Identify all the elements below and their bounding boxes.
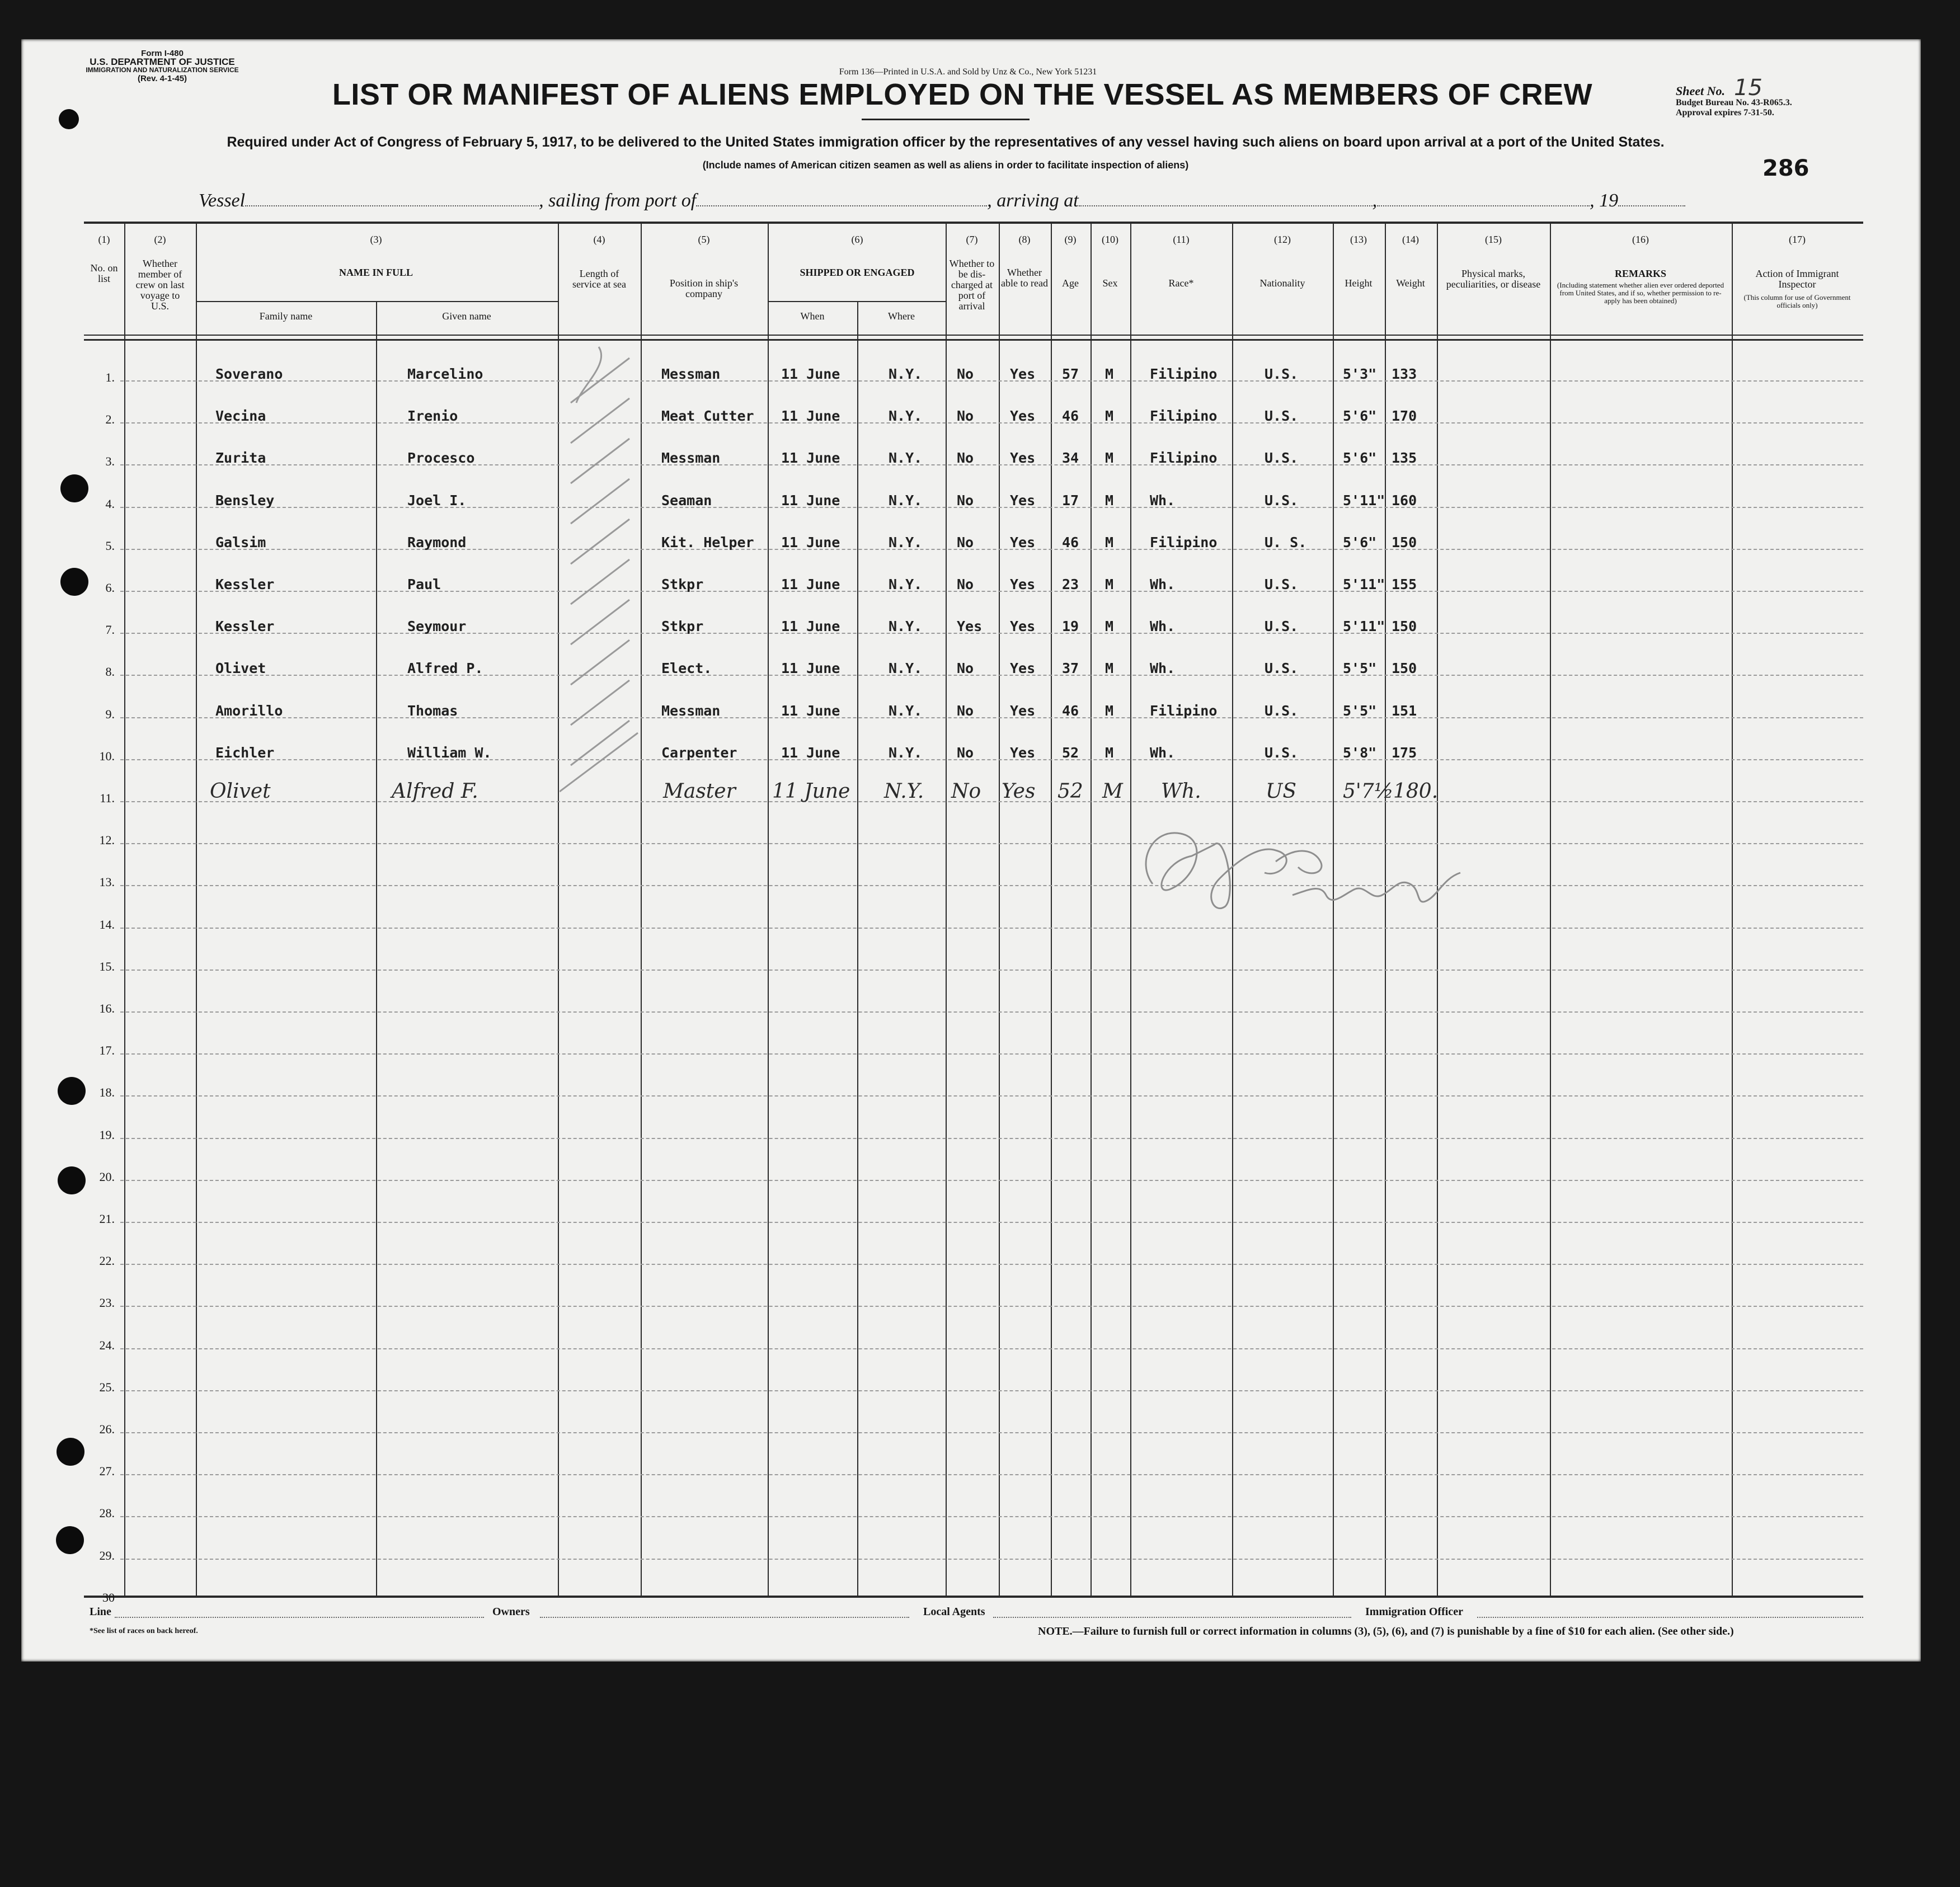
header-family-name: Family name [259,310,313,322]
cell-family: Kessler [215,576,275,592]
cell-nationality: U.S. [1265,450,1299,467]
table-bottom-rule [84,1596,1863,1598]
name-subheader-rule [196,301,558,302]
row-line [120,1264,1863,1265]
cell-position: Meat Cutter [661,408,754,425]
footer-fill-line[interactable] [115,1617,484,1618]
cell-when: 11 June [781,702,840,719]
cell-nationality: U.S. [1265,408,1299,425]
cell-sex: M [1105,744,1114,761]
cell-position: Carpenter [661,744,737,761]
footer-line-label: Line [90,1606,111,1618]
column-rule [1051,222,1052,1596]
header-length-of-service: Length of service at sea [572,268,626,290]
cell-nationality: U.S. [1265,366,1299,382]
row-line [120,675,1863,676]
column-rule [999,222,1000,1596]
footer-owners-label: Owners [492,1606,530,1618]
cell-discharged: No [957,408,974,425]
header-discharged: Whether to be dis-charged at port of arrival [949,258,995,312]
cell-race: Filipino [1150,534,1218,550]
cell-family: Vecina [215,408,266,425]
header-position: Position in ship's company [669,277,739,299]
cell-age: 19 [1062,618,1079,635]
cell-position: Stkpr [661,618,704,635]
arriving-label: , arriving at [987,190,1079,211]
cell-given: Procesco [407,450,475,467]
header-able-to-read: Whether able to read [1001,267,1048,289]
header-weight: Weight [1396,277,1425,289]
row-line [120,801,1863,802]
cell-weight: 150 [1392,660,1417,677]
column-number: (15) [1485,234,1502,245]
row-number: 25. [99,1380,115,1394]
row-line [120,422,1863,423]
row-number: 8. [105,665,115,679]
row-line [120,591,1863,592]
length-of-service-tick-marks [560,341,643,800]
cell-sex: M [1105,576,1114,592]
cell-family: Eichler [215,744,275,761]
cell-age: 57 [1062,366,1079,382]
column-number: (13) [1350,234,1367,245]
row-number: 11. [100,791,115,805]
row-number: 4. [105,496,115,511]
handwritten-weight: 180. [1393,780,1439,803]
header-race: Race* [1168,277,1194,289]
row-line [120,1432,1863,1433]
cell-weight: 175 [1392,744,1417,761]
cell-position: Kit. Helper [661,534,754,550]
cell-read: Yes [1010,492,1036,509]
cell-position: Messman [661,450,721,467]
footer-note: NOTE.—Failure to furnish full or correct information in columns (3), (5), (6), and (7) is punishable by a fine of $10 for each alien. (See other side.) [1038,1625,1734,1637]
header-given-name: Given name [442,310,491,322]
cell-family: Soverano [215,366,283,382]
cell-read: Yes [1010,618,1036,635]
cell-weight: 150 [1392,618,1417,635]
cell-nationality: U.S. [1265,660,1299,677]
cell-race: Wh. [1150,618,1176,635]
cell-position: Stkpr [661,576,704,592]
cell-race: Wh. [1150,492,1176,509]
cell-family: Olivet [215,660,266,677]
row-line [120,759,1863,760]
header-remarks-note: (Including statement whether alien ever ordered deported from United States, and if so, whether permission to re-apply has been obtained) [1557,281,1724,305]
cell-height: 5'11" [1343,492,1385,509]
cell-height: 5'5" [1343,660,1377,677]
cell-age: 23 [1062,576,1079,592]
header-physical-marks: Physical marks, peculiarities, or disease [1446,268,1541,290]
row-line [120,1053,1863,1055]
cell-height: 5'6" [1343,408,1377,425]
cell-weight: 155 [1392,576,1417,592]
cell-family: Amorillo [215,702,283,719]
cell-nationality: U.S. [1265,618,1299,635]
cell-sex: M [1105,408,1114,425]
cell-where: N.Y. [889,534,923,550]
cell-given: Marcelino [407,366,483,382]
row-number: 6. [105,581,115,595]
row-number: 3. [105,454,115,469]
row-number: 18. [99,1085,115,1100]
row-line [120,1559,1863,1560]
footer-fill-line[interactable] [993,1617,1351,1618]
cell-nationality: U.S. [1265,702,1299,719]
cell-when: 11 June [781,408,840,425]
cell-weight: 151 [1392,702,1417,719]
row-number: 22. [99,1254,115,1268]
row-number: 17. [99,1043,115,1058]
column-rule [376,302,377,1596]
row-number: 28. [99,1506,115,1521]
row-number: 19. [99,1127,115,1142]
cell-when: 11 June [781,576,840,592]
cell-given: Irenio [407,408,458,425]
row-line [120,1222,1863,1223]
footer-officer-label: Immigration Officer [1365,1606,1463,1618]
handwritten-when: 11 June [772,780,850,803]
cell-race: Filipino [1150,702,1218,719]
handwritten-sex: M [1102,780,1123,803]
cell-weight: 133 [1392,366,1417,382]
handwritten-race: Wh. [1161,780,1201,803]
vessel-label: Vessel [199,190,246,211]
cell-when: 11 June [781,618,840,635]
column-number: (10) [1102,234,1118,245]
header-remarks: REMARKS [1614,268,1666,279]
cell-given: William W. [407,744,492,761]
cell-weight: 170 [1392,408,1417,425]
cell-race: Filipino [1150,450,1218,467]
cell-weight: 135 [1392,450,1417,467]
cell-when: 11 June [781,744,840,761]
handwritten-nationality: US [1266,780,1297,803]
service-name: IMMIGRATION AND NATURALIZATION SERVICE [86,66,239,74]
cell-position: Messman [661,702,721,719]
header-bottom-rule [84,339,1863,341]
sheet-label: Sheet No. [1676,84,1725,98]
cell-where: N.Y. [889,744,923,761]
cell-where: N.Y. [889,366,923,382]
include-note: (Include names of American citizen seamen as well as aliens in order to facilitate inspection of aliens) [702,159,1189,171]
footer-races-note: *See list of races on back hereof. [90,1627,198,1635]
row-number: 23. [99,1296,115,1310]
sheet-number: 15 [1734,75,1762,101]
row-number: 16. [99,1001,115,1015]
column-rule [768,222,769,1596]
column-number: (16) [1632,234,1649,245]
row-line [120,1516,1863,1517]
column-number: (6) [851,234,863,245]
cell-age: 46 [1062,408,1079,425]
cell-where: N.Y. [889,408,923,425]
column-rule [124,222,125,1596]
cell-sex: M [1105,618,1114,635]
cell-nationality: U. S. [1265,534,1307,550]
column-number: (5) [698,234,710,245]
row-number: 30 [102,1590,115,1604]
footer-fill-line[interactable] [1477,1617,1863,1618]
cell-weight: 150 [1392,534,1417,550]
cell-sex: M [1105,534,1114,550]
requirement-text: Required under Act of Congress of February 5, 1917, to be delivered to the United States immigration officer by the representatives of any vessel having such aliens on board upon arrival at a port of the United States. [227,134,1665,150]
handwritten-given: Alfred F. [392,780,478,803]
row-line [120,464,1863,465]
column-rule [558,222,559,1596]
row-line [120,717,1863,718]
cell-position: Seaman [661,492,712,509]
cell-read: Yes [1010,660,1036,677]
cell-given: Paul [407,576,441,592]
row-number: 7. [105,623,115,637]
year-label: 19 [1599,190,1619,211]
cell-sex: M [1105,366,1114,382]
cell-family: Zurita [215,450,266,467]
header-inspector-note: (This column for use of Government officials only) [1743,293,1851,309]
row-number: 27. [99,1464,115,1479]
cell-discharged: No [957,576,974,592]
row-line [120,1095,1863,1097]
cell-sex: M [1105,660,1114,677]
column-rule [1091,222,1092,1596]
cell-discharged: No [957,702,974,719]
column-number: (9) [1064,234,1077,245]
column-number: (4) [593,234,605,245]
row-line [120,1180,1863,1181]
cell-discharged: No [957,450,974,467]
handwritten-read: Yes [1002,780,1036,803]
cell-where: N.Y. [889,618,923,635]
cell-given: Joel I. [407,492,467,509]
form-number: Form I-480 [141,49,184,58]
cell-age: 37 [1062,660,1079,677]
row-line [120,507,1863,508]
cell-given: Thomas [407,702,458,719]
cell-given: Alfred P. [407,660,483,677]
column-rule [1732,222,1733,1596]
cell-height: 5'5" [1343,702,1377,719]
cell-age: 52 [1062,744,1079,761]
cell-read: Yes [1010,366,1036,382]
cell-discharged: No [957,366,974,382]
cell-read: Yes [1010,450,1036,467]
row-line [120,843,1863,844]
cell-where: N.Y. [889,702,923,719]
cell-position: Messman [661,366,721,382]
header-bottom-rule [84,335,1863,336]
header-last-voyage: Whether member of crew on last voyage to U.S. [135,258,185,312]
row-number: 10. [99,749,115,763]
row-number: 29. [99,1548,115,1563]
cell-height: 5'11" [1343,618,1385,635]
cell-race: Filipino [1150,408,1218,425]
cell-height: 5'3" [1343,366,1377,382]
cell-when: 11 June [781,366,840,382]
header-age: Age [1062,277,1079,289]
cell-family: Galsim [215,534,266,550]
budget-bureau: Budget Bureau No. 43-R065.3. [1676,98,1792,107]
cell-read: Yes [1010,408,1036,425]
cell-race: Wh. [1150,576,1176,592]
cell-read: Yes [1010,576,1036,592]
cell-read: Yes [1010,534,1036,550]
table-top-rule [84,222,1863,224]
header-shipped-engaged: SHIPPED OR ENGAGED [800,267,915,278]
cell-discharged: No [957,744,974,761]
column-number: (7) [966,234,978,245]
row-number: 13. [99,875,115,890]
row-line [120,1011,1863,1013]
cell-read: Yes [1010,702,1036,719]
cell-nationality: U.S. [1265,744,1299,761]
cell-discharged: No [957,534,974,550]
cell-race: Filipino [1150,366,1218,382]
column-rule [196,222,197,1596]
cell-given: Raymond [407,534,467,550]
cell-discharged: No [957,660,974,677]
cell-sex: M [1105,702,1114,719]
column-rule [946,222,947,1596]
column-number: (14) [1402,234,1419,245]
header-nationality: Nationality [1259,277,1305,289]
officer-signature [1130,811,1477,917]
cell-family: Bensley [215,492,275,509]
column-number: (8) [1018,234,1031,245]
cell-height: 5'6" [1343,450,1377,467]
cell-where: N.Y. [889,660,923,677]
row-number: 20. [99,1169,115,1184]
column-rule [857,302,858,1596]
handwritten-family: Olivet [210,780,271,803]
form-title: LIST OR MANIFEST OF ALIENS EMPLOYED ON THE VESSEL AS MEMBERS OF CREW [332,78,1593,111]
cell-race: Wh. [1150,660,1176,677]
handwritten-height: 5'7½ [1343,780,1394,803]
cell-discharged: No [957,492,974,509]
cell-read: Yes [1010,744,1036,761]
handwritten-position: Master [663,780,736,803]
header-sex: Sex [1102,277,1118,289]
cell-age: 17 [1062,492,1079,509]
column-number: (2) [154,234,166,245]
cell-when: 11 June [781,660,840,677]
cell-when: 11 June [781,534,840,550]
row-line [120,549,1863,550]
cell-age: 34 [1062,450,1079,467]
column-number: (1) [98,234,110,245]
cell-age: 46 [1062,534,1079,550]
row-line [120,1306,1863,1307]
page-stamp: 286 [1762,156,1809,181]
row-line [120,1138,1863,1139]
row-number: 21. [99,1212,115,1226]
row-number: 14. [99,917,115,931]
cell-family: Kessler [215,618,275,635]
row-number: 2. [105,412,115,427]
row-number: 5. [105,538,115,553]
handwritten-age: 52 [1057,780,1083,803]
row-line [120,1474,1863,1475]
header-where: Where [888,310,915,322]
header-height: Height [1345,277,1373,289]
cell-when: 11 June [781,492,840,509]
column-number: (3) [370,234,382,245]
header-name-in-full: NAME IN FULL [339,267,413,278]
cell-race: Wh. [1150,744,1176,761]
row-line [120,885,1863,886]
footer-agents-label: Local Agents [923,1606,985,1618]
cell-where: N.Y. [889,450,923,467]
row-line [120,633,1863,634]
column-number: (12) [1274,234,1291,245]
cell-where: N.Y. [889,576,923,592]
printer-line: Form 136—Printed in U.S.A. and Sold by Unz & Co., New York 51231 [839,67,1097,77]
row-number: 12. [99,833,115,848]
header-when: When [800,310,825,322]
cell-height: 5'8" [1343,744,1377,761]
cell-height: 5'6" [1343,534,1377,550]
header-inspector-action: Action of Immigrant Inspector [1755,268,1839,290]
approval-expiry: Approval expires 7-31-50. [1676,108,1774,117]
row-line [120,928,1863,929]
row-number: 9. [105,707,115,721]
handwritten-where: N.Y. [884,780,924,803]
shipped-subheader-rule [768,301,946,302]
column-number: (17) [1789,234,1806,245]
row-line [120,1348,1863,1349]
cell-discharged: Yes [957,618,983,635]
row-number: 26. [99,1422,115,1436]
column-number: (11) [1173,234,1190,245]
column-rule [1550,222,1551,1596]
cell-weight: 160 [1392,492,1417,509]
form-revision: (Rev. 4-1-45) [137,74,187,83]
cell-sex: M [1105,450,1114,467]
cell-nationality: U.S. [1265,576,1299,592]
cell-given: Seymour [407,618,467,635]
cell-when: 11 June [781,450,840,467]
row-line [120,380,1863,382]
row-line [120,970,1863,971]
row-number: 1. [105,370,115,384]
cell-age: 46 [1062,702,1079,719]
row-number: 15. [99,959,115,973]
vessel-line: Vessel , sailing from port of , arriving at , , 19 [199,190,1704,211]
cell-position: Elect. [661,660,712,677]
cell-where: N.Y. [889,492,923,509]
header-no-on-list: No. on list [90,262,118,284]
sailing-label: , sailing from port of [539,190,697,211]
footer-fill-line[interactable] [540,1617,909,1618]
cell-nationality: U.S. [1265,492,1299,509]
cell-sex: M [1105,492,1114,509]
row-line [120,1390,1863,1391]
department-name: U.S. DEPARTMENT OF JUSTICE [90,57,235,67]
cell-height: 5'11" [1343,576,1385,592]
handwritten-discharged: No [951,780,981,803]
row-number: 24. [99,1338,115,1352]
